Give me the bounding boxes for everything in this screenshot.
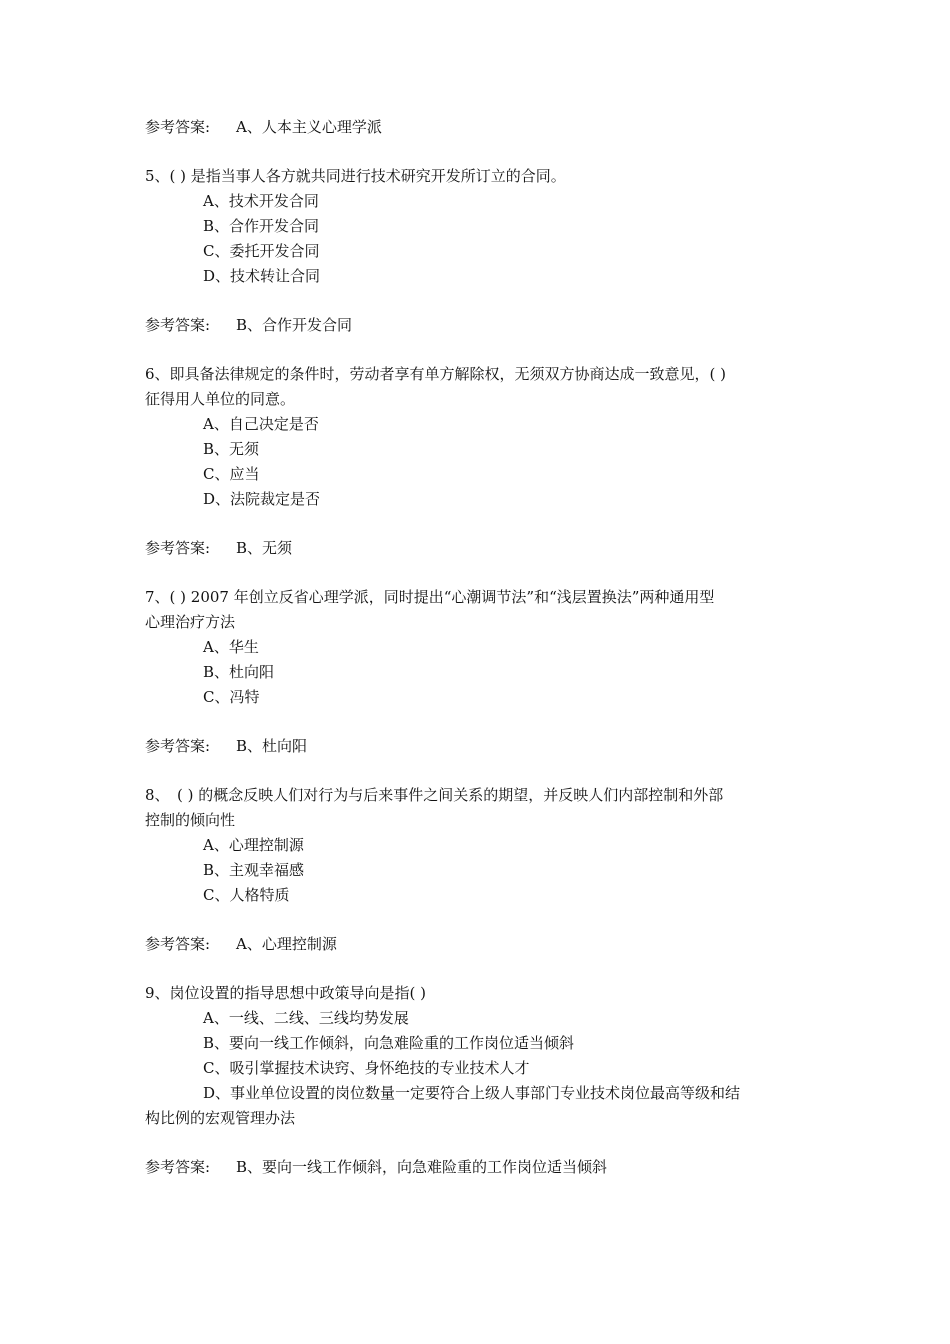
question-9-stem: 9、岗位设置的指导思想中政策导向是指( ): [145, 984, 427, 1002]
answer-line-q8: [145, 932, 810, 957]
answer-value: A、心理控制源: [236, 935, 337, 953]
q6-option-d: D、法院裁定是否: [203, 490, 321, 508]
document-body: [145, 115, 810, 1180]
q9-option-c: C、吸引掌握技术诀窍、身怀绝技的专业技术人才: [203, 1059, 530, 1077]
answer-label: 参考答案:: [145, 1158, 211, 1176]
question-8-stem-line-1: 8、 ( ) 的概念反映人们对行为与后来事件之间关系的期望，并反映人们内部控制和外部: [145, 786, 724, 804]
answer-label: 参考答案:: [145, 935, 211, 953]
answer-line-q9: [145, 1155, 810, 1180]
q7-option-c: C、冯特: [203, 688, 260, 706]
question-5-stem: 5、( ) 是指当事人各方就共同进行技术研究开发所订立的合同。: [145, 167, 566, 185]
answer-line-q6: [145, 536, 810, 561]
answer-value: B、无须: [236, 539, 293, 557]
q5-option-d: D、技术转让合同: [203, 267, 321, 285]
q7-option-a: A、华生: [203, 638, 259, 656]
q6-option-b: B、无须: [203, 440, 260, 458]
answer-label: 参考答案:: [145, 118, 211, 136]
question-6-stem-line-2: 征得用人单位的同意。: [145, 390, 296, 408]
question-7-stem-line-2: 心理治疗方法: [145, 613, 236, 631]
q7-option-b: B、杜向阳: [203, 663, 275, 681]
answer-value: B、合作开发合同: [236, 316, 353, 334]
q5-option-b: B、合作开发合同: [203, 217, 320, 235]
q9-option-d-line-1: D、事业单位设置的岗位数量一定要符合上级人事部门专业技术岗位最高等级和结: [203, 1084, 741, 1102]
question-8-stem-line-2: 控制的倾向性: [145, 811, 236, 829]
q9-option-a: A、一线、二线、三线均势发展: [203, 1009, 409, 1027]
answer-value: B、杜向阳: [236, 737, 308, 755]
q6-option-c: C、应当: [203, 465, 260, 483]
q8-option-b: B、主观幸福感: [203, 861, 305, 879]
answer-label: 参考答案:: [145, 316, 211, 334]
answer-label: 参考答案:: [145, 737, 211, 755]
answer-line-q4: [145, 115, 810, 140]
q9-option-d-line-2: 构比例的宏观管理办法: [145, 1109, 296, 1127]
q6-option-a: A、自己决定是否: [203, 415, 319, 433]
answer-label: 参考答案:: [145, 539, 211, 557]
q8-option-a: A、心理控制源: [203, 836, 304, 854]
answer-value: B、要向一线工作倾斜，向急难险重的工作岗位适当倾斜: [236, 1158, 608, 1176]
q9-option-b: B、要向一线工作倾斜，向急难险重的工作岗位适当倾斜: [203, 1034, 575, 1052]
answer-line-q5: [145, 313, 810, 338]
q5-option-c: C、委托开发合同: [203, 242, 320, 260]
question-6-stem-line-1: 6、即具备法律规定的条件时，劳动者享有单方解除权，无须双方协商达成一致意见，( ): [145, 365, 727, 383]
answer-value: A、人本主义心理学派: [236, 118, 382, 136]
q5-option-a: A、技术开发合同: [203, 192, 319, 210]
question-7-stem-line-1: 7、( ) 2007 年创立反省心理学派，同时提出“心潮调节法”和“浅层置换法”两种通用型: [145, 588, 715, 606]
q8-option-c: C、人格特质: [203, 886, 290, 904]
answer-line-q7: [145, 734, 810, 759]
